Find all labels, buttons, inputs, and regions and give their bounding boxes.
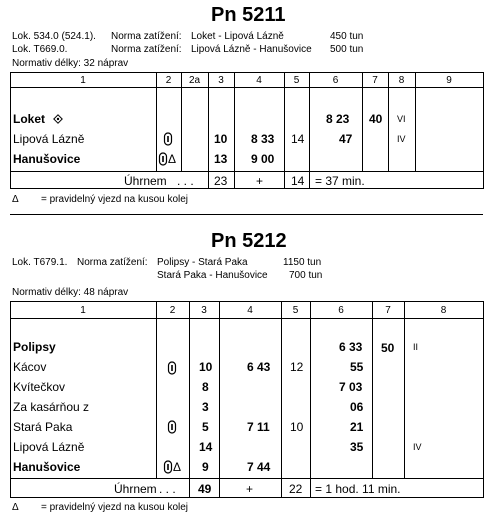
- col-header: 4: [256, 75, 262, 86]
- col-header: 6: [332, 75, 339, 86]
- run-minutes: 8: [202, 380, 209, 394]
- loco-info-1: Lok. 534.0 (524.1).: [12, 31, 96, 42]
- station-name: Loket: [13, 112, 46, 126]
- load-norm-tons-1: 450 tun: [330, 31, 364, 42]
- departure-time: 06: [350, 400, 364, 414]
- sum-dots: . . .: [159, 482, 176, 496]
- rule: [156, 72, 157, 172]
- rule: [10, 301, 483, 302]
- load-norm-route-1: Loket - Lipová Lázně: [191, 31, 284, 42]
- departure-time: 35: [350, 440, 364, 454]
- sum-run-minutes: 23: [214, 174, 228, 188]
- rule: [10, 318, 483, 319]
- sum-plus: +: [256, 174, 264, 188]
- rule: [10, 188, 483, 189]
- dwell-minutes: 10: [290, 420, 304, 434]
- sum-dwell-minutes: 22: [289, 482, 303, 496]
- col-header: 8: [440, 305, 447, 316]
- station-name: Polipsy: [13, 340, 56, 354]
- rule: [189, 301, 190, 498]
- col-header: 2: [169, 305, 176, 316]
- rule: [10, 497, 483, 498]
- rule: [483, 301, 484, 498]
- note-text: = pravidelný vjezd na kusou kolej: [41, 194, 189, 205]
- col-header: 6: [338, 305, 344, 316]
- rule: [372, 301, 373, 479]
- zero-marker-icon: [163, 460, 173, 474]
- track-category: IV: [397, 134, 406, 144]
- zero-marker-icon: [167, 420, 177, 434]
- station-name: Stará Paka: [13, 420, 73, 434]
- rule: [388, 72, 389, 172]
- departure-time: 6 33: [339, 340, 363, 354]
- load-norm-label-1: Norma zatížení:: [111, 31, 182, 42]
- rule: [234, 72, 235, 189]
- sum-dots: . . .: [177, 174, 194, 188]
- rule: [415, 72, 416, 172]
- rule: [10, 72, 11, 189]
- departure-time: 21: [350, 420, 364, 434]
- col-header: 5: [293, 75, 300, 86]
- axle-norm: Normativ délky: 48 náprav: [12, 287, 129, 298]
- section-divider: [10, 214, 483, 215]
- sum-total: = 37 min.: [315, 174, 365, 188]
- sum-label: Úhrnem: [124, 174, 167, 188]
- track-category: II: [413, 342, 419, 352]
- rule: [156, 301, 157, 479]
- sum-run-minutes: 49: [198, 482, 212, 496]
- station-name: Hanušovice: [13, 152, 81, 166]
- arrival-time: 6 43: [247, 360, 271, 374]
- col-header: 5: [292, 305, 299, 316]
- load-norm-tons-2: 700 tun: [289, 270, 323, 281]
- zero-marker-icon: [158, 152, 168, 166]
- rule: [310, 301, 311, 498]
- arrival-time: 9 00: [251, 152, 275, 166]
- track-category: IV: [413, 442, 422, 452]
- departure-time: 7 03: [339, 380, 363, 394]
- dead-end-symbol: Δ: [173, 460, 182, 474]
- col-header: 7: [385, 305, 391, 316]
- rule: [309, 72, 310, 189]
- load-norm-tons-1: 1150 tun: [283, 257, 322, 268]
- station-name: Kácov: [13, 360, 47, 374]
- rule: [10, 478, 483, 479]
- rule: [281, 301, 282, 498]
- diamond-dot-icon: [53, 114, 63, 124]
- zero-marker-icon: [163, 132, 173, 146]
- dwell-minutes: 50: [381, 341, 395, 355]
- load-norm-route-1: Polipsy - Stará Paka: [157, 257, 248, 268]
- rule: [10, 301, 11, 498]
- note-text: = pravidelný vjezd na kusou kolej: [41, 502, 189, 513]
- load-norm-label-2: Norma zatížení:: [111, 44, 182, 55]
- station-name: Kvítečkov: [13, 380, 66, 394]
- rule: [284, 72, 285, 189]
- page-title-pn5212: Pn 5212: [211, 230, 287, 252]
- arrival-time: 7 11: [247, 420, 270, 434]
- arrival-time: 7 44: [247, 460, 271, 474]
- col-header: 3: [218, 75, 224, 86]
- rule: [362, 72, 363, 172]
- col-header: 3: [201, 305, 207, 316]
- departure-time: 8 23: [326, 112, 350, 126]
- run-minutes: 5: [202, 420, 209, 434]
- rule: [10, 171, 483, 172]
- col-header: 7: [372, 75, 378, 86]
- dead-end-symbol: Δ: [168, 152, 177, 166]
- col-header: 1: [80, 75, 86, 86]
- loco-info-1: Lok. T679.1.: [12, 257, 68, 268]
- arrival-time: 8 33: [251, 132, 275, 146]
- sum-dwell-minutes: 14: [291, 174, 305, 188]
- note-symbol: Δ: [12, 194, 19, 205]
- col-header: 4: [247, 305, 253, 316]
- col-header: 8: [398, 75, 405, 86]
- departure-time: 55: [350, 360, 364, 374]
- run-minutes: 9: [202, 460, 209, 474]
- run-minutes: 10: [214, 132, 228, 146]
- note-symbol: Δ: [12, 502, 19, 513]
- loco-info-2: Lok. T669.0.: [12, 44, 68, 55]
- col-header: 9: [446, 75, 452, 86]
- rule: [404, 301, 405, 479]
- load-norm-label-1: Norma zatížení:: [77, 257, 148, 268]
- run-minutes: 13: [214, 152, 228, 166]
- sum-plus: +: [246, 482, 254, 496]
- rule: [208, 72, 209, 189]
- sum-total: = 1 hod. 11 min.: [315, 482, 401, 496]
- track-category: VI: [397, 114, 406, 124]
- station-name: Lipová Lázně: [13, 132, 85, 146]
- zero-marker-icon: [167, 361, 177, 375]
- load-norm-route-2: Stará Paka - Hanušovice: [157, 270, 268, 281]
- page-title-pn5211: Pn 5211: [211, 4, 286, 26]
- dwell-minutes: 12: [290, 360, 304, 374]
- station-name: Lipová Lázně: [13, 440, 85, 454]
- axle-norm: Normativ délky: 32 náprav: [12, 58, 129, 69]
- load-norm-tons-2: 500 tun: [330, 44, 364, 55]
- rule: [483, 72, 484, 189]
- load-norm-route-2: Lipová Lázně - Hanušovice: [191, 44, 312, 55]
- col-header: 1: [80, 305, 86, 316]
- dwell-minutes: 14: [291, 132, 305, 146]
- station-name: Za kasárňou z: [13, 400, 90, 414]
- run-minutes: 10: [199, 360, 213, 374]
- run-minutes: 3: [202, 400, 209, 414]
- departure-time: 47: [339, 132, 353, 146]
- dwell-minutes: 40: [369, 112, 383, 126]
- col-header: 2a: [188, 75, 201, 86]
- station-name: Hanušovice: [13, 460, 81, 474]
- run-minutes: 14: [199, 440, 213, 454]
- rule: [219, 301, 220, 498]
- rule: [10, 87, 483, 88]
- sum-label: Úhrnem: [114, 482, 157, 496]
- col-header: 2: [165, 75, 172, 86]
- rule: [10, 72, 483, 73]
- rule: [181, 72, 182, 172]
